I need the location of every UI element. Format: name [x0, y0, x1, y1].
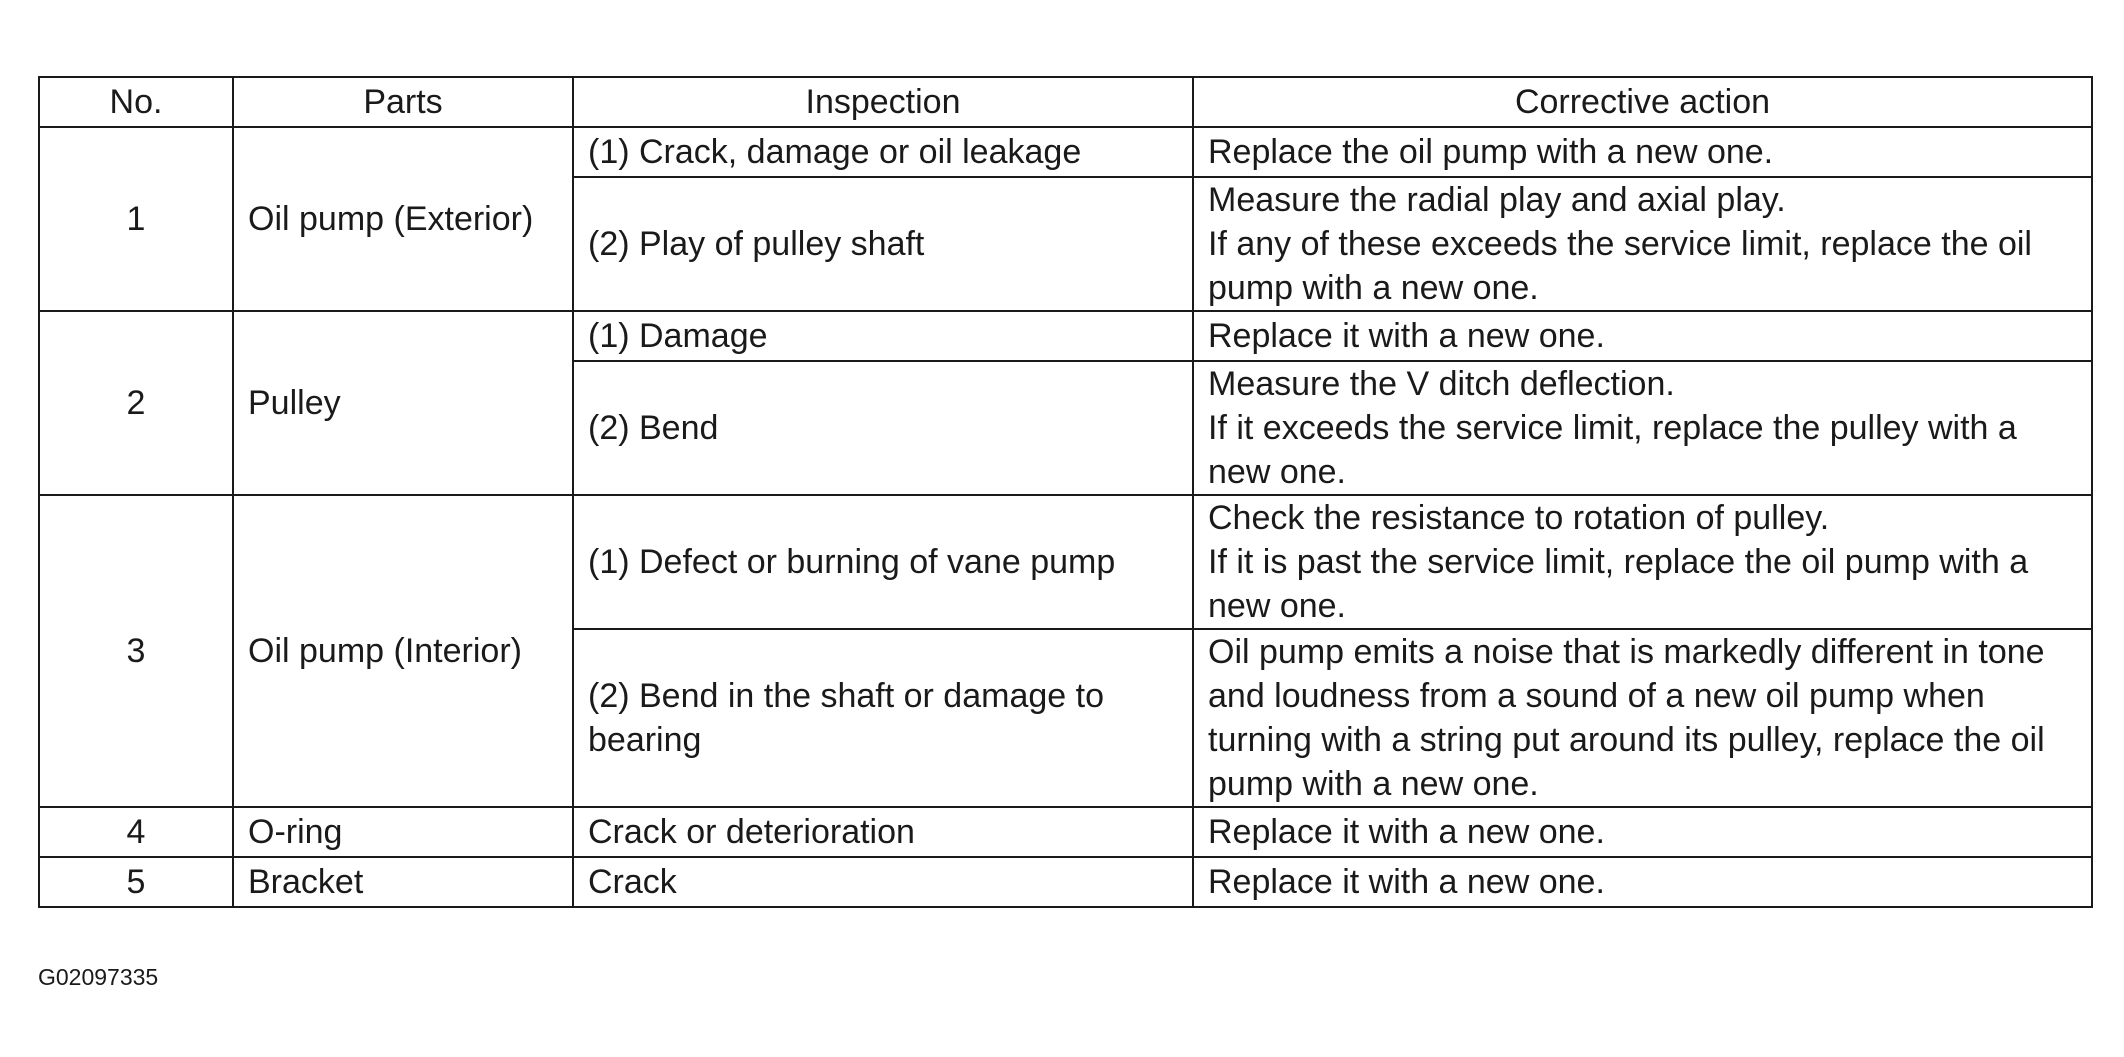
corrective-action: [1193, 807, 2092, 857]
inspection-table: [38, 76, 2093, 908]
inspection-item: (1) Defect or burning of vane pump: [573, 495, 1193, 629]
inspection-item: (2) Play of pulley shaft: [573, 177, 1193, 311]
action-line: Oil pump emits a noise that is markedly different in tone and loudness from a sound of a new oil pump when turning with a string put around its pulley, replace the oil pump with a new one.: [1208, 633, 2045, 803]
action-line: Replace the oil pump with a new one.: [1208, 133, 1774, 171]
part-name: Oil pump (Exterior): [233, 127, 573, 311]
corrective-action: [1193, 127, 2092, 177]
table-row: [39, 495, 2092, 629]
action-line: Replace it with a new one.: [1208, 317, 1605, 355]
action-line: Replace it with a new one.: [1208, 863, 1605, 901]
table-row: [39, 127, 2092, 177]
part-name: O-ring: [233, 807, 573, 857]
header-row: [39, 77, 2092, 127]
inspection-item: (2) Bend: [573, 361, 1193, 495]
table-row: [39, 807, 2092, 857]
action-line: If it is past the service limit, replace the oil pump with a new one.: [1208, 543, 2029, 625]
header-inspection: Inspection: [573, 77, 1193, 127]
table-row: [39, 857, 2092, 907]
part-name: Oil pump (Interior): [233, 495, 573, 807]
action-line: Measure the radial play and axial play.: [1208, 181, 1786, 219]
corrective-action: [1193, 177, 2092, 311]
row-number: 5: [39, 857, 233, 907]
corrective-action: [1193, 629, 2092, 807]
row-number: 4: [39, 807, 233, 857]
corrective-action: [1193, 311, 2092, 361]
corrective-action: [1193, 857, 2092, 907]
inspection-item: (2) Bend in the shaft or damage to bearing: [573, 629, 1193, 807]
inspection-item: Crack: [573, 857, 1193, 907]
header-parts: Parts: [233, 77, 573, 127]
inspection-item: Crack or deterioration: [573, 807, 1193, 857]
row-number: 1: [39, 127, 233, 311]
header-corrective-action: Corrective action: [1193, 77, 2092, 127]
action-line: Check the resistance to rotation of pulley.: [1208, 499, 1830, 537]
row-number: 3: [39, 495, 233, 807]
part-name: Bracket: [233, 857, 573, 907]
table-row: [39, 311, 2092, 361]
action-line: If any of these exceeds the service limit, replace the oil pump with a new one.: [1208, 225, 2032, 307]
corrective-action: [1193, 361, 2092, 495]
part-name: Pulley: [233, 311, 573, 495]
inspection-item: (1) Damage: [573, 311, 1193, 361]
action-line: Replace it with a new one.: [1208, 813, 1605, 851]
figure-code: G02097335: [38, 964, 159, 990]
row-number: 2: [39, 311, 233, 495]
corrective-action: [1193, 495, 2092, 629]
header-no: No.: [39, 77, 233, 127]
action-line: If it exceeds the service limit, replace the pulley with a new one.: [1208, 409, 2017, 491]
action-line: Measure the V ditch deflection.: [1208, 365, 1675, 403]
inspection-item: (1) Crack, damage or oil leakage: [573, 127, 1193, 177]
